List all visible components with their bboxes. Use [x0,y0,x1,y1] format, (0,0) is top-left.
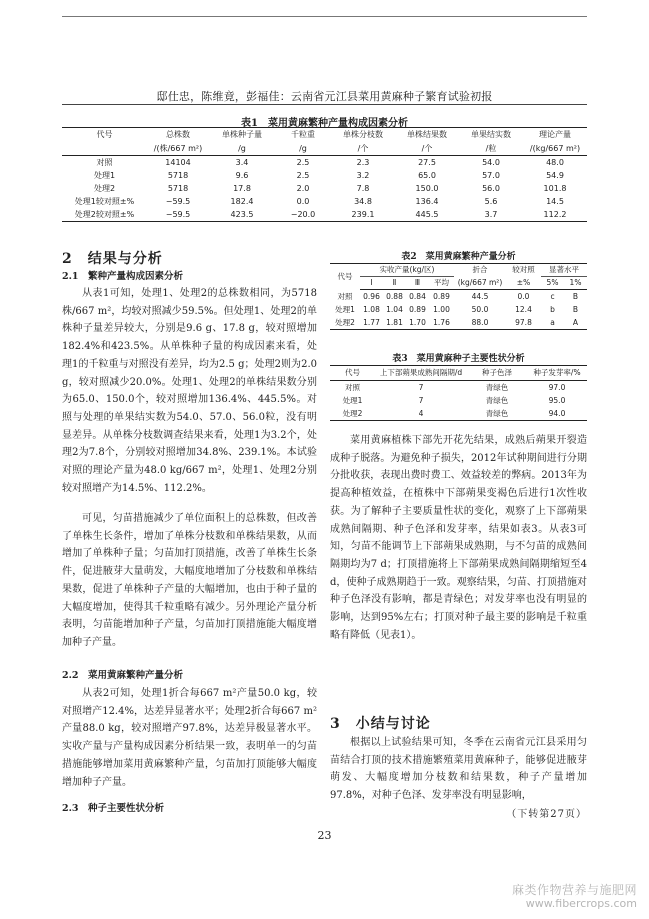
table1-cell: 处理2 [93,184,116,193]
table1-cell: 27.5 [418,158,436,167]
table2-header-cell: 平均 [429,277,454,290]
table1-cell: 0.0 [296,197,310,206]
table1-cell: 5718 [167,184,189,193]
paragraph-2-1-a: 从表1可知，处理1、处理2的总株数相同，为5718株/667 m²，均较对照减少59.5%。但处理1、处理2的单株种子量差异较大，分别是9.6 g、17.8 g，较对照增加182.4%和423.5%。从单株种子量的构成因素来看，处理1的千粒重与对照没有差异，均为2.5 g；处理2则为2.0 g，较对照减少20.0%。处理1、处理2的单株结果数分别为65.0、150.0个，较对照增加136.4%、445.5%。对照与处理的单果结实数为54.0、57.0、56.0粒，没有明显差异。从单株分枝数调查结果来看，处理1为3.2个，处理2为7.8个，分别较对照增加34.8%、239.1%。本试验对照的理论产量为48.0 kg/667 m²，处理1、处理2分别较对照增产为14.5%、112.2%。 [62,288,317,494]
table2-cell: 1.77 [360,316,383,330]
table1-header-row [62,142,587,156]
table1-cell: 3.4 [235,158,249,167]
table2-caption: 表2 菜用黄麻繁种产量分析 [401,252,516,262]
table1-cell: 239.1 [331,208,395,222]
table1-cell: 对照 [96,158,113,167]
table3-cell: 处理2 [330,407,375,421]
table1-cell: 3.2 [356,171,370,180]
table1-cell: 54.9 [546,171,564,180]
table1-header-cell: 单株种子量 [209,128,275,142]
table2-cell: b [550,305,555,314]
page-number: 23 [317,829,332,842]
table3-cell: 青绿色 [467,407,527,421]
table2-header-cell: 折合 [454,264,506,277]
table3-row [330,381,587,395]
table2-header-row [330,264,587,277]
table1-cell: 136.4 [415,197,439,206]
header-rule [62,104,587,105]
section-2-2-title: 2.2 菜用黄麻繁种产量分析 [62,670,184,681]
watermark-url: www.fibercrops.com [525,897,637,910]
table2-cell: 处理1 [335,305,355,314]
table3-row [330,407,587,421]
table3-caption: 表3 菜用黄麻种子主要性状分析 [392,354,525,364]
table1-cell: 5718 [167,171,189,180]
table1-header-row [62,128,587,142]
section-2-title: 2 结果与分析 [62,251,163,267]
table2-cell: 88.0 [454,316,506,330]
table2-header-cell: Ⅱ [383,277,406,290]
table1-cell: −59.5 [165,197,191,206]
table2-header-cell: 较对照 [506,264,541,277]
table3 [330,365,587,421]
table2-row [330,290,587,304]
table2-cell: 0.96 [363,292,380,301]
table2-header-row [330,277,587,290]
table1-cell: 17.8 [233,184,251,193]
section-2-1-title: 2.1 繁种产量构成因素分析 [62,271,184,282]
table1-header-cell: 单株分枝数 [331,128,395,142]
table1-cell: 3.7 [459,208,523,222]
table3-cell: 青绿色 [485,396,509,405]
table1-row [62,208,587,222]
table1-header-cell: 总株数 [147,128,209,142]
paragraph-2-1-b: 可见，匀苗措施减少了单位面积上的总株数，但改善了单株生长条件，增加了单株分枝数和单株结果数，从而增加了单株种子量；匀苗加打顶措施，改善了单株生长条件，促进腋芽大量萌发，大幅度地增加了分枝数和单株结果数，促进了单株种子产量的大幅增加，也由于种子量的大幅度增加，使得其千粒重略有减少。另外理论产量分析表明，匀苗能增加种子产量，匀苗加打顶措施能大幅度增加种子产量。 [62,513,317,648]
table2-cell: 12.4 [515,305,532,314]
watermark-title: 麻类作物营养与施肥网 [511,883,637,897]
table1-cell: 处理1较对照±% [74,197,135,206]
table2-header-cell: 实收产量(kg/区) [360,264,454,277]
table2-cell: 1.08 [363,305,380,314]
table1 [62,127,587,222]
table3-header-cell: 种子发芽率/% [527,366,587,381]
table1-header-cell: /(株/667 m²) [147,142,209,156]
table2-header-cell: Ⅲ [406,277,429,290]
table1-cell: 7.8 [356,184,370,193]
table1-cell: −59.5 [147,208,209,222]
table1-cell: 处理2较对照±% [62,208,147,222]
table1-row [62,156,587,170]
table2-cell: 50.0 [471,305,489,314]
table2-header-cell: ±% [506,277,541,290]
running-header: 邸仕忠，陈维竟，彭福佳：云南省元江县菜用黄麻种子繁育试验初报 [156,90,493,103]
table2-cell: 0.84 [409,292,426,301]
table1-header-cell: /g [275,142,331,156]
table2-header-cell: Ⅰ [360,277,383,290]
table3-cell: 97.0 [548,383,566,392]
table1-cell: −20.0 [275,208,331,222]
table1-row [62,195,587,208]
paragraph-3: 根据以上试验结果可知，冬季在云南省元江县采用匀苗结合打顶的技术措施繁殖菜用黄麻种子，能够促进腋芽萌发、大幅度增加分枝数和结果数，种子产量增加97.8%，对种子色泽、发芽率没有明显影响， [330,737,587,802]
table1-cell: 14.5 [546,197,564,206]
table3-row [330,394,587,407]
table1-cell: 34.8 [354,197,372,206]
table2-cell: c [550,292,555,301]
table2-row [330,303,587,316]
table2-cell: 1.00 [433,305,450,314]
table3-cell: 94.0 [527,407,587,421]
table2-cell: A [564,316,587,330]
section-2-3-title: 2.3 种子主要性状分析 [62,803,165,814]
table1-cell: 2.0 [296,184,310,193]
table1-header-cell: 千粒重 [275,128,331,142]
paragraph-2-2: 从表2可知，处理1折合每667 m²产量50.0 kg，较对照增产12.4%，达差异显著水平；处理2折合每667 m²产量88.0 kg，较对照增产97.8%，达差异极显著水平。实收产量与产量构成因素分析结果一致，表明单一的匀苗措施能够增加菜用黄麻繁种产量，匀苗加打顶能够大幅度增加种子产量。 [62,688,317,788]
table1-caption: 表1 菜用黄麻繁种产量构成因素分析 [241,118,408,129]
table2-header-cell: 显著水平 [541,264,587,277]
table1-cell: 48.0 [546,158,564,167]
table2-header-cell: 5% [541,277,564,290]
table1-header-cell: 单果结实数 [459,128,523,142]
table3-header-row [330,366,587,381]
table3-cell: 4 [375,407,467,421]
table1-cell: 65.0 [418,171,436,180]
table1-header-cell: /个 [331,142,395,156]
table3-cell: 7 [418,396,424,405]
table1-row [62,169,587,182]
table1-cell: 54.0 [482,158,500,167]
table1-cell: 423.5 [209,208,275,222]
table3-cell: 对照 [345,383,360,392]
table1-cell: 5.6 [484,197,498,206]
table2-cell: B [572,305,579,314]
continued-note: （下转第27页） [506,809,587,820]
table1-cell: 57.0 [482,171,500,180]
table1-row [62,182,587,195]
table1-cell: 处理1 [93,171,116,180]
table3-cell: 7 [418,383,424,392]
table2 [330,263,587,330]
table1-cell: 9.6 [235,171,249,180]
table1-cell: 56.0 [482,184,500,193]
table1-cell: 2.5 [296,171,310,180]
table2-header-cell: (kg/667 m²) [454,277,506,290]
table2-row [330,316,587,330]
table1-header-cell: /粒 [459,142,523,156]
table3-header-cell: 代号 [330,366,375,381]
table2-cell: 1.70 [406,316,429,330]
table2-cell: 0.89 [433,292,450,301]
section-3-title: 3 小结与讨论 [330,716,431,732]
table1-cell: 14104 [165,158,191,167]
table1-cell: 150.0 [415,184,439,193]
table1-header-cell: 代号 [62,128,147,142]
table2-cell: 97.8 [506,316,541,330]
paragraph-2-3: 菜用黄麻植株下部先开花先结果，成熟后蒴果开裂造成种子脱落。为避免种子损失，2012年试种期间进行分期分批收获，表现出费时费工、效益较差的弊病。2013年为提高种植效益，在植株中下部蒴果变褐色后进行1次性收获。为了解种子主要质量性状的变化，观察了上下部蒴果成熟间隔期、种子色泽和发芽率，结果如表3。从表3可知，匀苗不能调节上下部蒴果成熟期，与不匀苗的成熟间隔期均为7 d；打顶措施将上下部蒴果成熟间隔期缩短至4 d，使种子成熟期趋于一致。观察结果，匀苗、打顶措施对种子色泽没有影响，都是青绿色；对发芽率也没有明显的影响，达到95%左右；打顶对种子最主要的影响是千粒重略有降低（见表1）。 [330,435,587,641]
watermark [512,884,637,910]
table1-cell: 445.5 [395,208,459,222]
table1-cell: 101.8 [543,184,567,193]
table3-cell: 青绿色 [485,383,509,392]
table2-cell: B [572,292,579,301]
table2-cell: 1.81 [383,316,406,330]
table2-cell: 0.89 [409,305,426,314]
table1-header-cell [62,142,147,156]
table2-cell: a [541,316,564,330]
table2-cell: 0.88 [386,292,403,301]
table2-header-cell: 代号 [330,264,360,290]
table1-cell: 2.3 [356,158,370,167]
table3-header-cell: 上下部蒴果成熟间隔期/d [375,366,467,381]
table2-cell: 0.0 [517,292,530,301]
table1-header-cell: /g [209,142,275,156]
table2-cell: 处理2 [330,316,360,330]
table3-cell: 95.0 [548,396,566,405]
table1-header-cell: 理论产量 [523,128,587,142]
table1-cell: 182.4 [230,197,254,206]
table2-cell: 1.04 [386,305,403,314]
table3-header-cell: 种子色泽 [467,366,527,381]
table1-cell: 2.5 [296,158,310,167]
table1-header-cell: 单株结果数 [395,128,459,142]
table2-header-cell: 1% [564,277,587,290]
table1-cell: 112.2 [523,208,587,222]
table1-header-cell: /(kg/667 m²) [523,142,587,156]
table2-cell: 对照 [337,291,353,301]
table3-cell: 处理1 [342,396,363,405]
top-rule [62,16,587,17]
table2-cell: 44.5 [471,292,489,301]
table2-cell: 1.76 [429,316,454,330]
table1-header-cell: /个 [395,142,459,156]
